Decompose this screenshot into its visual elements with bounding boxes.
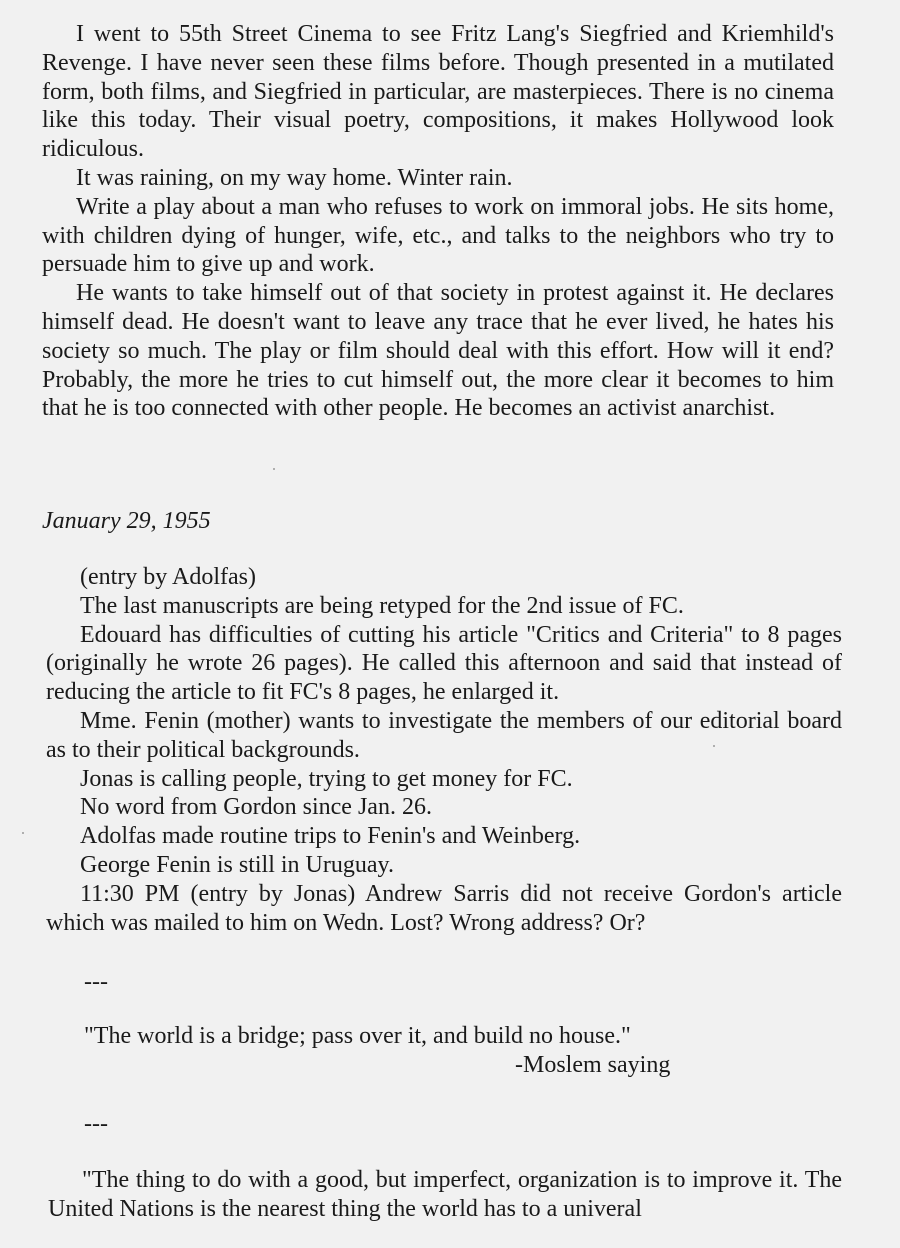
paragraph-united-nations: "The thing to do with a good, but imperfect, organization is to improve it. The United Nations is the nearest thing the world has to a univeral [48, 1167, 842, 1222]
paragraph-gordon: No word from Gordon since Jan. 26. [80, 794, 432, 821]
diary-entry-un [48, 1166, 842, 1224]
quote-text: "The world is a bridge; pass over it, and build no house." [84, 1023, 631, 1049]
separator: --- [84, 1111, 108, 1137]
paragraph-play-idea: Write a play about a man who refuses to work on immoral jobs. He sits home, with children dying of hunger, wife, etc., and talks to the neighbors who try to persuade him to give up and work. [42, 193, 834, 278]
scan-speck [22, 832, 24, 834]
paragraph-edouard: Edouard has difficulties of cutting his article "Critics and Criteria" to 8 pages (originally he wrote 26 pages). He called this afternoon and said that instead of reducing the article to fit FC's 8 pages, he enlarged it. [46, 621, 842, 706]
paragraph-adolfas-trips: Adolfas made routine trips to Fenin's and Weinberg. [80, 823, 581, 850]
scan-speck [713, 745, 715, 747]
diary-entry-jan-29 [46, 563, 842, 937]
scan-speck [273, 468, 275, 470]
quote-attribution: -Moslem saying [515, 1052, 671, 1078]
paragraph-entry-by: (entry by Adolfas) [80, 564, 256, 590]
diary-entry-continued [42, 20, 834, 423]
paragraph-manuscripts: The last manuscripts are being retyped for the 2nd issue of FC. [80, 592, 684, 619]
paragraph-george-fenin: George Fenin is still in Uruguay. [80, 851, 394, 878]
paragraph-jonas-money: Jonas is calling people, trying to get money for FC. [80, 765, 573, 792]
paragraph-rain: It was raining, on my way home. Winter rain. [76, 164, 513, 191]
paragraph-sarris: 11:30 PM (entry by Jonas) Andrew Sarris did not receive Gordon's article which was mailed to him on Wedn. Lost? Wrong address? Or? [46, 880, 842, 936]
separator: --- [84, 969, 108, 995]
paragraph-protest: He wants to take himself out of that society in protest against it. He declares himself dead. He doesn't want to leave any trace that he ever lived, he hates his society so much. The play or film should deal with this effort. How will it end? Probably, the more he tries to cut himself out, the more clear it becomes to him that he is too connected with other people. He becomes an activist anarchist. [42, 280, 834, 422]
paragraph-cinema: I went to 55th Street Cinema to see Fritz Lang's Siegfried and Kriemhild's Revenge. I have never seen these films before. Though presented in a mutilated form, both films, and Siegfried in particular, are masterpieces. There is no cinema like this today. Their visual poetry, compositions, it makes Hollywood look ridiculous. [42, 21, 834, 163]
entry-date-heading: January 29, 1955 [42, 508, 211, 534]
paragraph-mme-fenin: Mme. Fenin (mother) wants to investigate the members of our editorial board as to their political backgrounds. [46, 707, 842, 763]
